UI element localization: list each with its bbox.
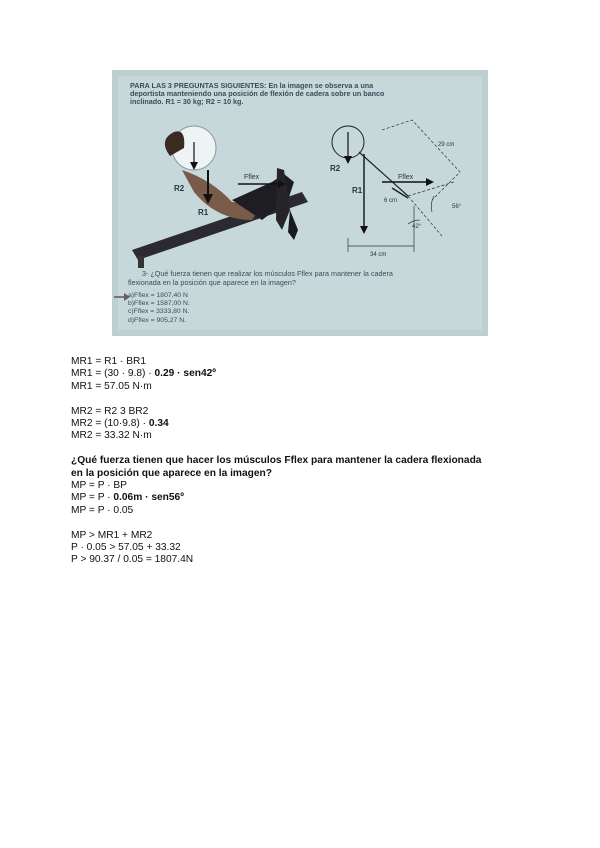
mp-line3: MP = P · 0.05: [71, 504, 134, 516]
mr2-line1: MR2 = R2 3 BR2: [71, 405, 149, 417]
inequality-line1: MP > MR1 + MR2: [71, 529, 153, 541]
label-42deg: 42°: [412, 224, 422, 230]
mp-line2-part1: MP = P ·: [71, 492, 114, 504]
label-56deg: 56°: [452, 204, 462, 210]
photo-header-line3: inclinado. R1 = 30 kg; R2 = 10 kg.: [130, 97, 244, 106]
inequality-line3: P > 90.37 / 0.05 = 1807.4N: [71, 554, 194, 566]
label-r1-left: R1: [198, 208, 209, 217]
label-r2-right: R2: [330, 164, 341, 173]
label-fflex-left: Fflex: [244, 174, 260, 181]
question-line1: ¿Qué fuerza tienen que hacer los músculos Fflex para mantener la cadera flexionada: [71, 455, 482, 467]
mr2-line3: MR2 = 33.32 N·m: [71, 430, 152, 442]
mr2-line2-part2: 0.34: [148, 418, 169, 430]
mr2-line2-part1: MR2 = (10·9.8) ·: [71, 418, 149, 430]
label-fflex-right: Fflex: [398, 174, 414, 181]
photo-header-line1: PARA LAS 3 PREGUNTAS SIGUIENTES: En la imagen se observa a una: [130, 81, 374, 90]
mp-line2: [71, 492, 541, 504]
option-d: d)Fflex = 905,27 N.: [128, 316, 186, 324]
option-b: b)Fflex = 1587,00 N.: [128, 300, 190, 308]
mr2-line2: [71, 418, 541, 430]
exercise-photo: [112, 70, 488, 336]
athlete-figure: [132, 126, 308, 268]
solution-text: [71, 356, 541, 567]
option-a: a)Fflex = 1807,40 N: [128, 292, 188, 299]
label-6cm: 6 cm: [384, 198, 398, 204]
mp-line2-part2: 0.06m · sen56º: [113, 492, 184, 504]
label-29cm: 29 cm: [438, 142, 455, 148]
label-r1-right: R1: [352, 186, 363, 195]
mr1-line2-part2: 0.29 · sen42º: [154, 368, 217, 380]
photo-question-line1: 3- ¿Qué fuerza tienen que realizar los músculos Fflex para mantener la cadera: [142, 269, 393, 278]
photo-header-line2: deportista manteniendo una posición de flexión de cadera sobre un banco: [130, 89, 385, 98]
inequality-line2: P · 0.05 > 57.05 + 33.32: [71, 542, 181, 554]
mr1-line2-part1: MR1 = (30 · 9.8) ·: [71, 368, 155, 380]
mp-line1: MP = P · BP: [71, 480, 127, 492]
option-c: c)Fflex = 3333,80 N.: [128, 308, 190, 316]
question-line2: en la posición que aparece en la imagen?: [71, 467, 272, 479]
photo-options: [128, 292, 190, 325]
mr1-line1: MR1 = R1 · BR1: [71, 356, 147, 367]
photo-question-line2: flexionada en la posición que aparece en la imagen?: [128, 278, 296, 287]
label-r2-left: R2: [174, 184, 185, 193]
mr1-line2: [71, 368, 541, 380]
label-34cm: 34 cm: [370, 252, 387, 258]
mr1-line3: MR1 = 57.05 N·m: [71, 380, 152, 392]
